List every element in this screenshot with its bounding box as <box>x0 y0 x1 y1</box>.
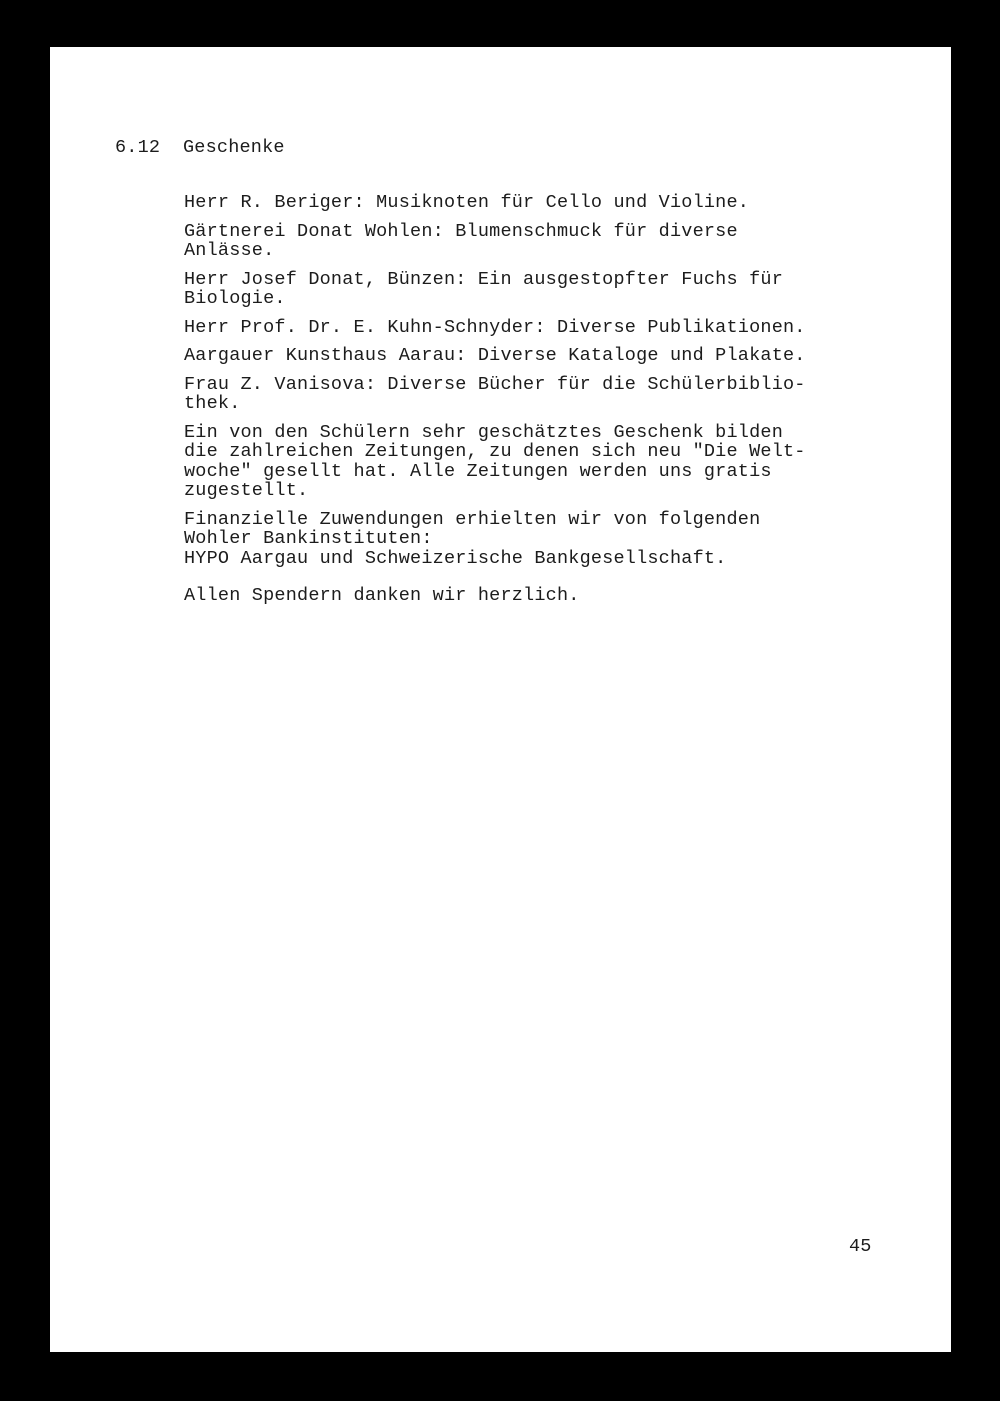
page-number: 45 <box>849 1236 872 1257</box>
section-title: Geschenke <box>183 137 285 158</box>
section-heading <box>115 137 285 158</box>
paragraph-beriger <box>184 193 824 213</box>
section-number: 6.12 <box>115 137 161 158</box>
text-line: Frau Z. Vanisova: Diverse Bücher für die Schülerbiblio- <box>184 373 806 395</box>
text-line: Herr Prof. Dr. E. Kuhn-Schnyder: Diverse Publikationen. <box>184 316 806 338</box>
text-line: die zahlreichen Zeitungen, zu denen sich neu "Die Welt- <box>184 441 806 462</box>
paragraph-kunsthaus <box>184 346 824 366</box>
text-line: Aargauer Kunsthaus Aarau: Diverse Kataloge und Plakate. <box>184 345 806 366</box>
text-line: HYPO Aargau und Schweizerische Bankgesellschaft. <box>184 547 727 569</box>
section-body <box>184 193 824 615</box>
text-line: Allen Spendern danken wir herzlich. <box>184 585 580 606</box>
paragraph-donat <box>184 270 824 309</box>
text-line: thek. <box>184 393 241 414</box>
text-line: zugestellt. <box>184 480 309 501</box>
paragraph-gaertnerei <box>184 222 824 261</box>
paragraph-dank <box>184 586 824 606</box>
text-line: Biologie. <box>184 288 286 309</box>
paragraph-kuhn-schnyder <box>184 318 824 338</box>
text-line: woche" gesellt hat. Alle Zeitungen werden uns gratis <box>184 460 772 482</box>
paragraph-zeitungen <box>184 423 824 501</box>
document-page <box>50 47 951 1352</box>
paragraph-vanisova <box>184 375 824 414</box>
text-line: Anlässe. <box>184 240 275 261</box>
text-line: Finanzielle Zuwendungen erhielten wir von folgenden <box>184 508 761 530</box>
text-line: Ein von den Schülern sehr geschätztes Geschenk bilden <box>184 421 783 443</box>
paragraph-zuwendungen <box>184 510 824 569</box>
text-line: Herr R. Beriger: Musiknoten für Cello und Violine. <box>184 192 750 213</box>
text-line: Herr Josef Donat, Bünzen: Ein ausgestopfter Fuchs für <box>184 268 783 290</box>
text-line: Wohler Bankinstituten: <box>184 528 433 549</box>
text-line: Gärtnerei Donat Wohlen: Blumenschmuck für diverse <box>184 220 738 242</box>
